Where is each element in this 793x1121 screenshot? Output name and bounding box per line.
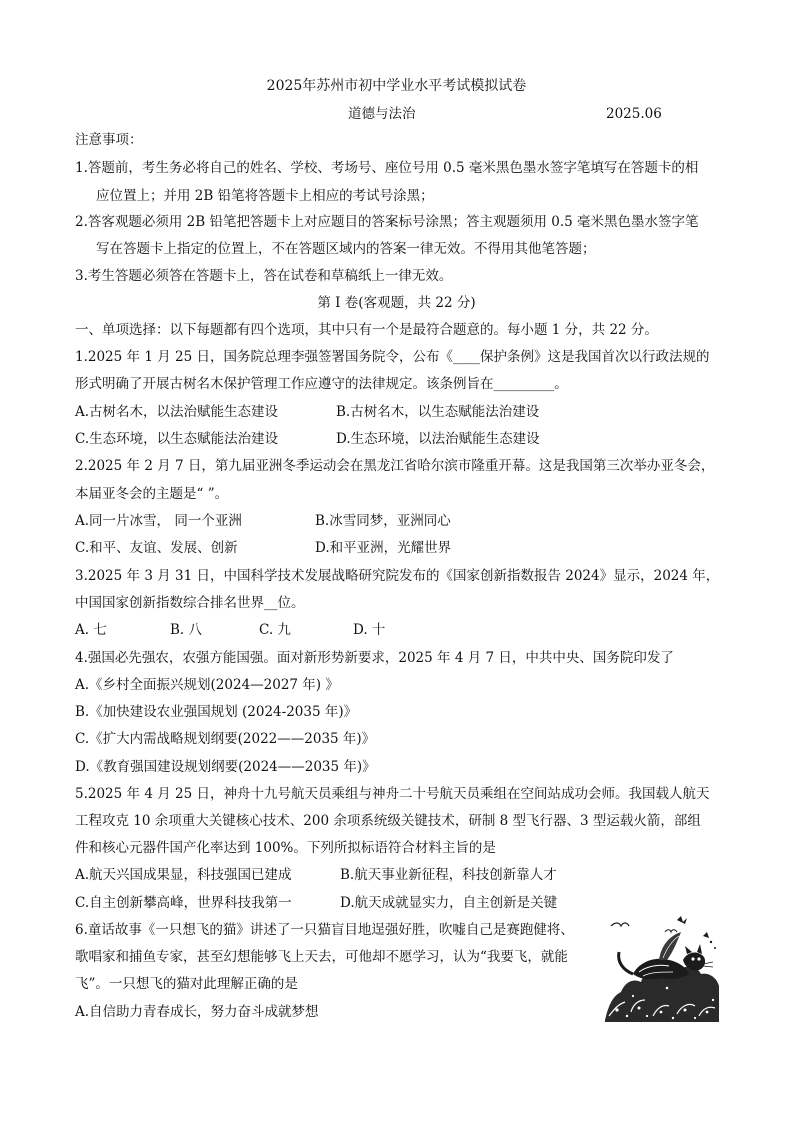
question-5-stem: 5.2025 年 4 月 25 日，神舟十九号航天员乘组与神舟二十号航天员乘组在空间站成功会师。我国载人航天: [75, 786, 710, 802]
question-5-stem-cont-1: 工程攻克 10 余项重大关键核心技术、200 余项系统级关键技术，研制 8 型飞行器、3 型运载火箭，部组: [75, 813, 701, 829]
section-title: 第 I 卷(客观题，共 22 分): [317, 295, 476, 311]
question-1-text-b: 保护条例》这是我国首次以行政法规的: [479, 349, 710, 365]
question-2-stem-cont: 本届亚冬会的主题是“ ”。: [75, 486, 229, 502]
notice-item-3: 3.考生答题必须答在答题卡上，答在试卷和草稿纸上一律无效。: [75, 268, 453, 284]
question-6-stem-cont-2: 飞”。一只想飞的猫对此理解正确的是: [75, 976, 298, 992]
notice-item-1-cont: 应位置上；并用 2B 铅笔将答题卡上相应的考试号涂黑；: [96, 188, 434, 204]
question-2-option-d[interactable]: D.和平亚洲，光耀世界: [315, 540, 452, 556]
question-6-stem-cont-1: 歌唱家和捕鱼专家，甚至幻想能够飞上天去，可他却不愿学习，认为“我要飞，就能: [75, 949, 568, 965]
question-4-option-b[interactable]: B.《加快建设农业强国规划 (2024-2035 年)》: [75, 704, 358, 720]
question-3-option-c[interactable]: C. 九: [259, 622, 291, 638]
question-5-option-d[interactable]: D.航天成就显实力，自主创新是关键: [340, 895, 558, 911]
question-3-option-d[interactable]: D. 十: [353, 622, 386, 638]
question-4-stem: 4.强国必先强农，农强方能国强。面对新形势新要求，2025 年 4 月 7 日，中共中央、国务院印发了: [75, 650, 674, 666]
question-2-stem: 2.2025 年 2 月 7 日，第九届亚洲冬季运动会在黑龙江省哈尔滨市隆重开幕。这是我国第三次举办亚冬会，: [75, 458, 715, 474]
question-4-option-c[interactable]: C.《扩大内需战略规划纲要(2022——2035 年)》: [75, 731, 376, 747]
section-instruction: 一、单项选择：以下每题都有四个选项，其中只有一个是最符合题意的。每小题 1 分，共 22 分。: [75, 322, 658, 338]
question-1-option-b[interactable]: B.古树名木，以生态赋能法治建设: [336, 404, 540, 420]
question-2-option-c[interactable]: C.和平、友谊、发展、创新: [75, 540, 238, 556]
question-1-option-c[interactable]: C.生态环境，以生态赋能法治建设: [75, 431, 279, 447]
notice-heading: 注意事项：: [75, 132, 143, 148]
question-4-option-d[interactable]: D.《教育强国建设规划纲要(2024——2035 年)》: [75, 759, 376, 775]
question-5-option-b[interactable]: B.航天事业新征程，科技创新靠人才: [340, 867, 557, 883]
exam-title: 2025年苏州市初中学业水平考试模拟试卷: [266, 78, 527, 94]
question-5-stem-cont-2: 件和核心元器件国产化率达到 100%。下列所拟标语符合材料主旨的是: [75, 840, 496, 856]
question-3-stem: 3.2025 年 3 月 31 日，中国科学技术发展战略研究院发布的《国家创新指数报告 2024》显示，2024 年，: [75, 568, 720, 584]
question-1-stem-cont: [75, 375, 568, 393]
question-5-option-a[interactable]: A.航天兴国成果显，科技强国已建成: [75, 867, 292, 883]
question-2-option-a[interactable]: A.同一片冰雪， 同一个亚洲: [75, 513, 242, 529]
notice-item-1: 1.答题前，考生务必将自己的姓名、学校、考场号、座位号用 0.5 毫米黑色墨水签字笔填写在答题卡的相: [75, 160, 699, 176]
question-1-blank-2: _________: [493, 376, 555, 392]
question-3-option-a[interactable]: A. 七: [75, 622, 107, 638]
notice-item-2-cont: 写在答题卡上指定的位置上，不在答题区域内的答案一律无效。不得用其他笔答题；: [96, 241, 596, 257]
exam-date: 2025.06: [606, 106, 662, 122]
question-3-stem-cont: 中国国家创新指数综合排名世界__位。: [75, 595, 305, 611]
question-5-option-c[interactable]: C.自主创新攀高峰，世界科技我第一: [75, 895, 292, 911]
question-1-option-a[interactable]: A.古树名木，以法治赋能生态建设: [75, 404, 279, 420]
question-1-blank-1: ____: [452, 349, 480, 365]
question-6-stem: 6.童话故事《一只想飞的猫》讲述了一只猫盲目地逞强好胜，吹嘘自己是赛跑健将、: [75, 922, 574, 938]
question-3-option-b[interactable]: B. 八: [170, 622, 203, 638]
question-1-text-c: 形式明确了开展古树名木保护管理工作应遵守的法律规定。该条例旨在: [75, 376, 494, 392]
question-1-option-d[interactable]: D.生态环境，以法治赋能生态建设: [336, 431, 540, 447]
question-1-text-a: 1.2025 年 1 月 25 日，国务院总理李强签署国务院令，公布《: [75, 349, 453, 365]
question-6-option-a[interactable]: A.自信助力青春成长，努力奋斗成就梦想: [75, 1004, 319, 1020]
question-4-option-a[interactable]: A.《乡村全面振兴规划(2024—2027 年) 》: [75, 677, 339, 693]
question-1-text-d: 。: [554, 376, 568, 392]
question-1-stem: [75, 348, 709, 366]
notice-item-2: 2.答客观题必须用 2B 铅笔把答题卡上对应题目的答案标号涂黑；答主观题须用 0.5 毫米黑色墨水签字笔: [75, 214, 699, 230]
flying-cat-illustration-icon: [603, 912, 721, 1024]
question-2-option-b[interactable]: B.冰雪同梦，亚洲同心: [315, 513, 451, 529]
exam-subject: 道德与法治: [348, 106, 416, 122]
